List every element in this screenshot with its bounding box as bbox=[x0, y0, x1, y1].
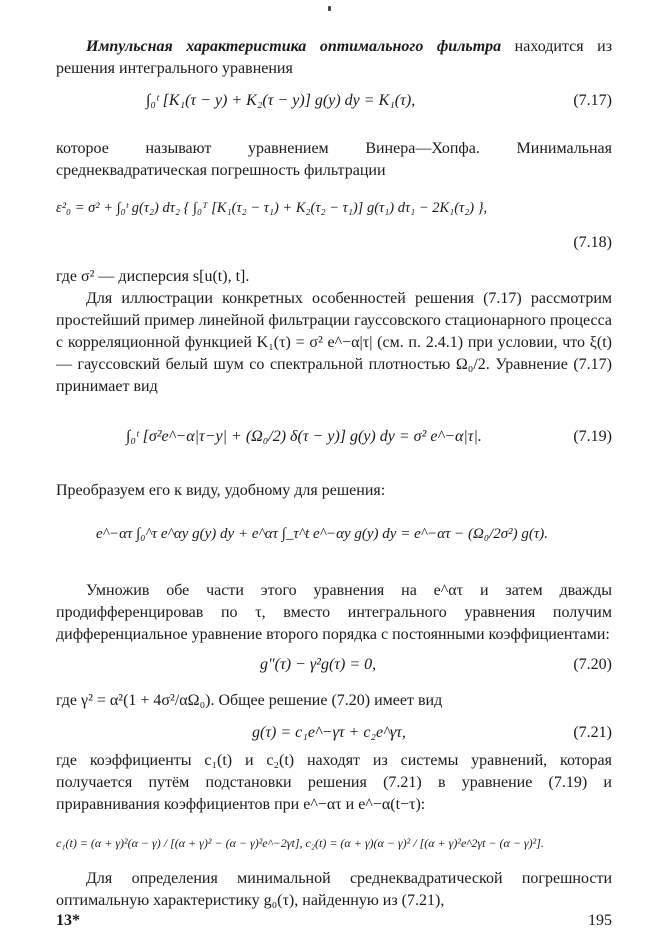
equation-body: ε²₀ = σ² + ∫₀ᵗ g(τ₂) dτ₂ { ∫₀ᵀ [K₁(τ₂ − τ₁) + K₂(τ₂ − τ₁)] g(τ₁) dτ₁ − 2K₁(τ₂) }, bbox=[56, 200, 488, 216]
page-number: 195 bbox=[588, 912, 612, 929]
equation-number: (7.20) bbox=[573, 656, 612, 673]
emphasized-term: Импульсная характеристика оптимального фильтра bbox=[86, 38, 502, 55]
equation-number: (7.21) bbox=[573, 724, 612, 741]
equation-body: ∫₀ᵗ [K₁(τ − y) + K₂(τ − y)] g(y) dy = K₁(τ), bbox=[146, 92, 416, 109]
equation-7-21 bbox=[56, 720, 612, 750]
equation-number: (7.19) bbox=[573, 428, 612, 445]
signature-mark: 13* bbox=[56, 912, 80, 929]
paragraph-coefficients: где коэффициенты c₁(t) и c₂(t) находят из системы уравнений, которая получается путём подстановки решения (7.21) в уравнение (7.19) и приравнивания коэффициентов при e^−ατ и e^−α(t−τ): bbox=[56, 752, 612, 813]
equation-coefficients bbox=[56, 826, 612, 866]
equation-body: g″(τ) − γ²g(τ) = 0, bbox=[260, 656, 377, 673]
paragraph-wiener-hopf: которое называют уравнением Винера—Хопфа. Минимальная среднеквадратическая погрешность фильтрации bbox=[56, 140, 612, 179]
equation-transformed bbox=[56, 516, 612, 556]
equation-body: ∫₀ᵗ [σ²e^−α|τ−y| + (Ω₀/2) δ(τ − y)] g(y) dy = σ² e^−α|τ|. bbox=[126, 428, 482, 445]
equation-number: (7.17) bbox=[573, 92, 612, 109]
paragraph-text: находится из решения интегрального уравнения bbox=[56, 38, 613, 77]
equation-body: g(τ) = c₁e^−γτ + c₂e^γτ, bbox=[252, 724, 406, 741]
equation-7-19 bbox=[56, 418, 612, 458]
equation-number: (7.18) bbox=[573, 234, 612, 251]
equation-7-18 bbox=[56, 194, 612, 260]
equation-7-20 bbox=[56, 652, 612, 682]
paragraph-example: Для иллюстрации конкретных особенностей решения (7.17) рассмотрим простейший пример линейной фильтрации гауссовского стационарного процесса с корреляционной функцией K₁(τ) = σ² e^−α|τ| (см. п. 2.4.1) при условии, что ξ(t) — гауссовский белый шум со спектральной плотностью Ω₀/2. Уравнение (7.17) принимает вид bbox=[56, 290, 612, 395]
print-speck bbox=[328, 6, 331, 11]
paragraph-min-error: Для определения минимальной среднеквадратической погрешности оптимальную характеристику g₀(τ), найденную из (7.21), bbox=[56, 870, 612, 909]
paragraph-transform: Преобразуем его к виду, удобному для решения: bbox=[56, 482, 386, 499]
equation-7-17 bbox=[56, 84, 612, 124]
paragraph-general-solution: где γ² = α²(1 + 4σ²/αΩ₀). Общее решение (7.20) имеет вид bbox=[56, 692, 443, 709]
paragraph-variance: где σ² — дисперсия s[u(t), t]. bbox=[56, 268, 250, 285]
paragraph-differentiate: Умножив обе части этого уравнения на e^ατ и затем дважды продифференцировав по τ, вместо интегрального уравнения получим дифференциальное уравнение второго порядка с постоянными коэффициентами: bbox=[56, 582, 612, 643]
paragraph-intro bbox=[56, 36, 612, 80]
equation-body: c₁(t) = (α + γ)²(α − γ) / [(α + γ)² − (α − γ)²e^−2γt], c₂(t) = (α + γ)(α − γ)² / [(α + γ)²e^2γt − (α − γ)²]. bbox=[56, 836, 544, 850]
equation-body: e^−ατ ∫₀^τ e^αy g(y) dy + e^ατ ∫_τ^t e^−αy g(y) dy = e^−ατ − (Ω₀/2σ²) g(τ). bbox=[96, 526, 549, 542]
